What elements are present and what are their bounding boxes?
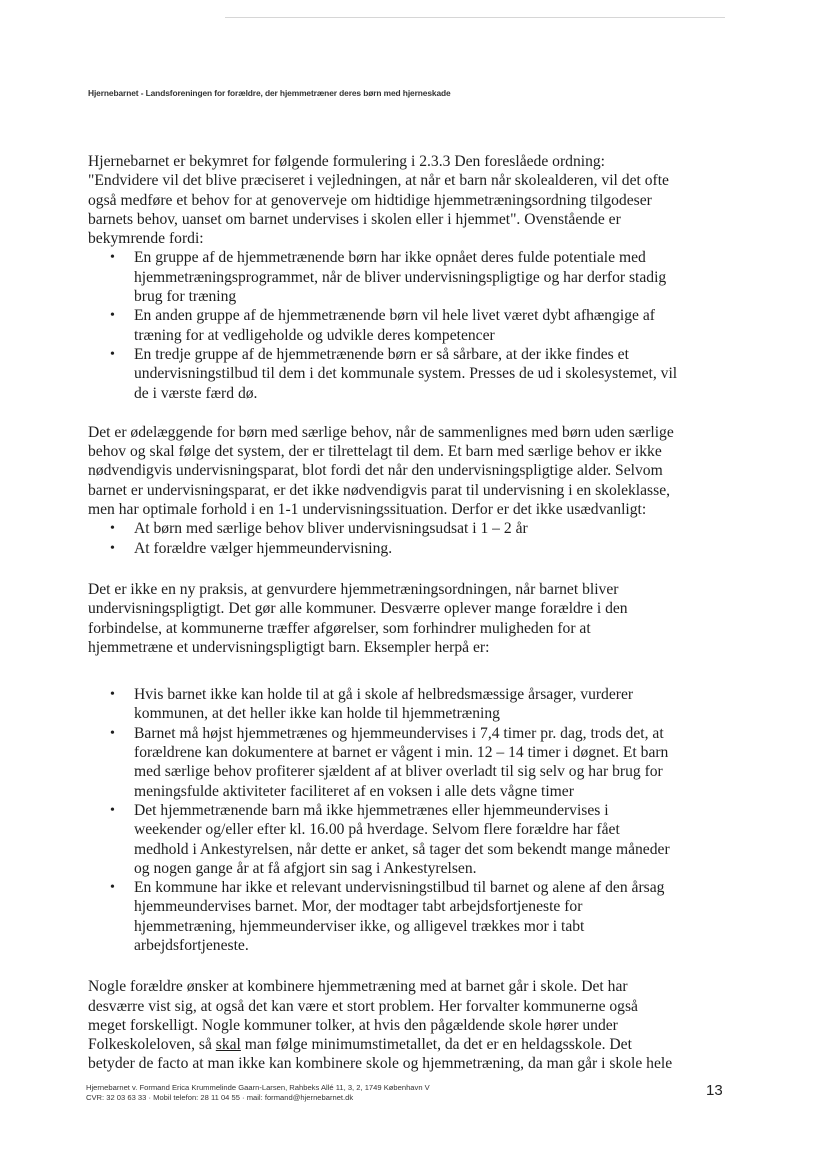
list-item (88, 539, 748, 558)
text-line: bekymrende fordi: (88, 230, 204, 248)
text-line: forbindelse, at kommunerne træffer afgørelser, som forhindrer muligheden for at (88, 619, 591, 637)
section-concern (88, 152, 748, 403)
bullet-list-examples (88, 685, 748, 955)
text-line: "Endvidere vil det blive præciseret i vejledningen, at når et barn når skolealderen, vil det ofte (88, 172, 669, 190)
list-item (88, 306, 748, 345)
paragraph-practice (88, 580, 748, 657)
text-line: Det er ikke en ny praksis, at genvurdere hjemmetræningsordningen, når barnet bliver (88, 580, 619, 598)
underlined-word: skal (215, 1036, 241, 1054)
text-line: Hjernebarnet er bekymret for følgende formulering i 2.3.3 Den foreslåede ordning: (88, 153, 605, 170)
page-footer (86, 1083, 430, 1102)
text-line: barnet er undervisningsparat, er det ikke nødvendigvis parat til undervisning i en skoleklasse, (88, 481, 671, 499)
page-header: Hjernebarnet - Landsforeningen for forældre, der hjemmetræner deres børn med hjerneskade (88, 88, 451, 98)
text-line: weekender og/eller efter kl. 16.00 på hverdage. Selvom flere forældre har fået (134, 821, 620, 839)
text-line: også medføre et behov for at genoverveje om hidtidige hjemmetræningsordning tilgodeser (88, 191, 652, 209)
bullet-icon: • (110, 725, 115, 741)
bullet-icon: • (110, 802, 115, 818)
text-line: undervisningstilbud til dem i det kommunale system. Presses de ud i skolesystemet, vil (134, 365, 678, 383)
text-line: hjemmeundervises barnet. Mor, der modtager tabt arbejdsfortjeneste for (134, 898, 583, 916)
document-body (88, 152, 748, 1074)
section-readiness (88, 423, 748, 558)
list-item (88, 248, 748, 306)
text-line: Det hjemmetrænende barn må ikke hjemmetrænes eller hjemmeundervises i (134, 801, 609, 819)
text-line: At forældre vælger hjemmeundervisning. (134, 539, 393, 557)
list-item (88, 801, 748, 878)
footer-contact: CVR: 32 03 63 33 · Mobil telefon: 28 11 04 55 · mail: formand@hjernebarnet.dk (86, 1092, 354, 1102)
text-line: Det er ødelæggende for børn med særlige behov, når de sammenlignes med børn uden særlige (88, 423, 674, 441)
text-line: En kommune har ikke et relevant undervisningstilbud til barnet og alene af den årsag (134, 879, 665, 897)
paragraph-readiness (88, 423, 748, 519)
text-line: En gruppe af de hjemmetrænende børn har ikke opnået deres fulde potentiale med (134, 249, 646, 267)
text-line: At børn med særlige behov bliver undervisningsudsat i 1 – 2 år (134, 520, 528, 538)
text-line: medhold i Ankestyrelsen, når dette er anket, så tager det som bekendt mange måneder (134, 840, 670, 858)
text-line: de i værste færd dø. (134, 384, 258, 402)
text-line: Barnet må højst hjemmetrænes og hjemmeundervises i 7,4 timer pr. dag, trods det, at (134, 724, 664, 742)
text-line: barnets behov, uanset om barnet undervises i skolen eller i hjemmet". Ovenstående er (88, 210, 621, 228)
text-line: kommunen, at det heller ikke kan holde til hjemmetræning (134, 705, 500, 723)
text-line: En anden gruppe af de hjemmetrænende børn vil hele livet været dybt afhængige af (134, 307, 655, 325)
text-line: undervisningspligtigt. Det gør alle kommuner. Desværre oplever mange forældre i den (88, 600, 628, 618)
text-line: Folkeskoleloven, så (88, 1036, 216, 1054)
text-line: men har optimale forhold i en 1-1 undervisningssituation. Derfor er det ikke usædvanligt: (88, 501, 647, 519)
paragraph-combination (88, 977, 748, 1073)
text-line: hjemmetræningsprogrammet, når de bliver undervisningspligtige og har derfor stadig (134, 268, 667, 286)
text-line: betyder de facto at man ikke kan kombinere skole og hjemmetræning, da man går i skole hele (88, 1055, 673, 1073)
bullet-icon: • (110, 687, 115, 703)
text-line: man følge minimumstimetallet, da det er en heldagsskole. Det (240, 1036, 632, 1054)
text-line: meget forskelligt. Nogle kommuner tolker, at hvis den pågældende skole hører under (88, 1016, 618, 1034)
list-item (88, 878, 748, 955)
text-line: træning for at vedligeholde og udvikle deres kompetencer (134, 326, 495, 344)
text-line: desværre vist sig, at også det kan være et stort problem. Her forvalter kommunerne også (88, 997, 638, 1015)
bullet-icon: • (110, 521, 115, 537)
list-item (88, 519, 748, 538)
text-line: og nogen gange år at få afgjort sin sag i Ankestyrelsen. (134, 859, 477, 877)
bullet-icon: • (110, 540, 115, 556)
text-line: brug for træning (134, 288, 237, 306)
list-item (88, 685, 748, 724)
text-line: behov og skal følge det system, der er tilrettelagt til dem. Et barn med særlige behov er ikke (88, 443, 662, 461)
text-line: hjemmetræning, hjemmeunderviser ikke, og alligevel trækkes mor i tabt (134, 917, 585, 935)
section-combination (88, 977, 748, 1073)
text-line: forældrene kan dokumentere at barnet er vågent i min. 12 – 14 timer i døgnet. Et barn (134, 744, 669, 762)
bullet-list-readiness (88, 519, 748, 558)
footer-address: Hjernebarnet v. Formand Erica Krummelinde Gaarn-Larsen, Rahbeks Allé 11, 3, 2, 1749 København V (86, 1083, 430, 1092)
section-practice (88, 580, 748, 955)
bullet-icon: • (110, 250, 115, 266)
text-line: nødvendigvis undervisningsparat, blot fordi det når den undervisningspligtige alder. Selvom (88, 462, 663, 480)
text-line: med særlige behov profiterer sjældent af at bliver overladt til sig selv og har brug for (134, 763, 663, 781)
bullet-list-concerns (88, 248, 748, 402)
text-line: En tredje gruppe af de hjemmetrænende børn er så sårbare, at der ikke findes et (134, 345, 629, 363)
text-line: hjemmetræne et undervisningspligtigt barn. Eksempler herpå er: (88, 638, 490, 656)
text-line: Nogle forældre ønsker at kombinere hjemmetræning med at barnet går i skole. Det har (88, 978, 628, 996)
list-item (88, 724, 748, 801)
text-line: arbejdsfortjeneste. (134, 936, 249, 954)
text-line: Hvis barnet ikke kan holde til at gå i skole af helbredsmæssige årsager, vurderer (134, 686, 634, 704)
scan-artifact-line (225, 17, 725, 18)
bullet-icon: • (110, 346, 115, 362)
list-item (88, 345, 748, 403)
text-line: meningsfulde aktiviteter faciliteret af en voksen i alle dets vågne timer (134, 782, 574, 800)
bullet-icon: • (110, 308, 115, 324)
bullet-icon: • (110, 880, 115, 896)
page-number: 13 (706, 1082, 723, 1099)
paragraph-intro (88, 152, 748, 248)
